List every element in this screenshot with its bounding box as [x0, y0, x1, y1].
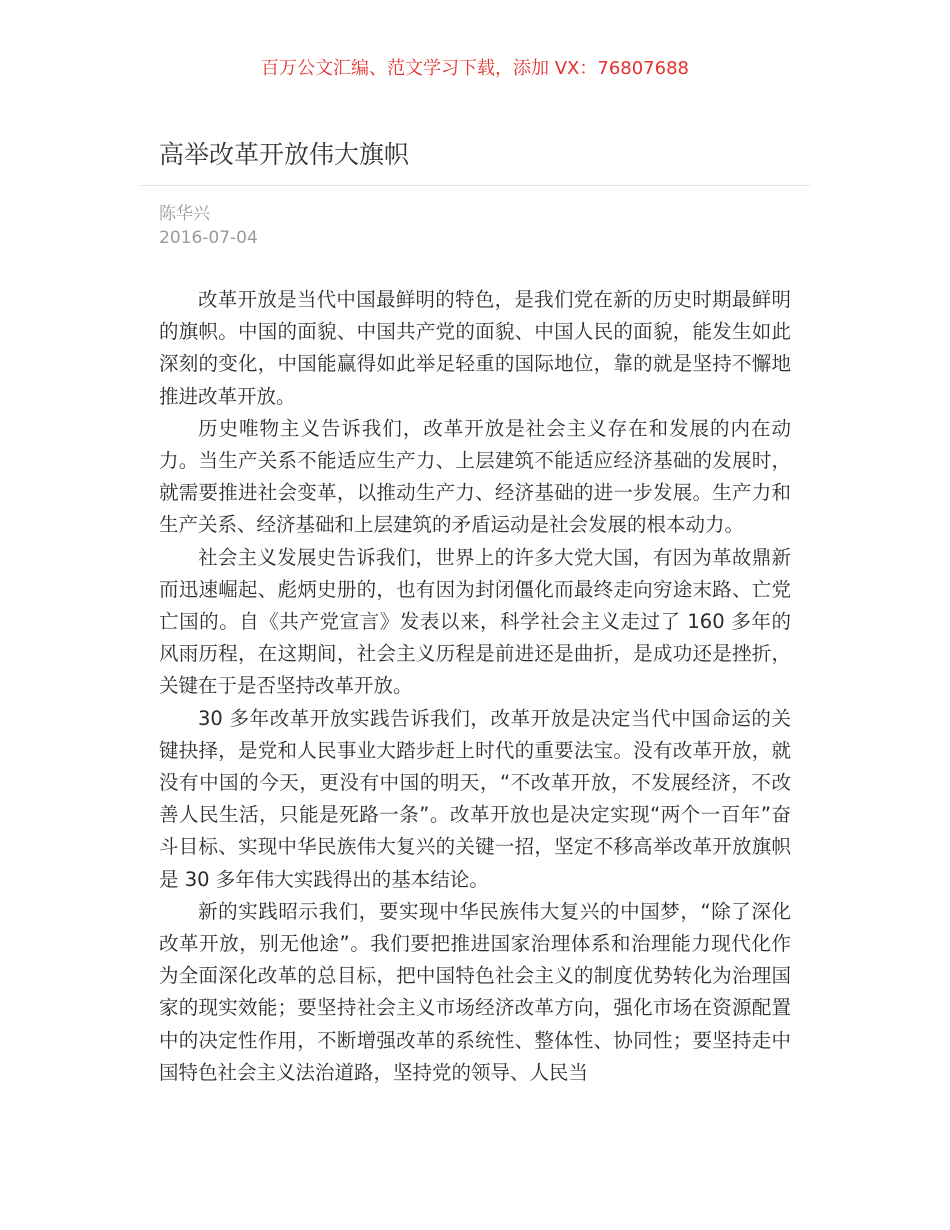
promo-banner: 百万公文汇编、范文学习下载，添加 VX：76807688 [261, 58, 689, 79]
article-meta [159, 202, 258, 250]
paragraph: 历史唯物主义告诉我们，改革开放是社会主义存在和发展的内在动力。当生产关系不能适应生产力、上层建筑不能适应经济基础的发展时，就需要推进社会变革，以推动生产力、经济基础的进一步发展。生产力和生产关系、经济基础和上层建筑的矛盾运动是社会发展的根本动力。 [159, 416, 791, 537]
article-body [159, 284, 791, 1089]
paragraph: 社会主义发展史告诉我们，世界上的许多大党大国，有因为革故鼎新而迅速崛起、彪炳史册的，也有因为封闭僵化而最终走向穷途末路、亡党亡国的。自《共产党宣言》发表以来，科学社会主义走过了 160 多年的风雨历程，在这期间，社会主义历程是前进还是曲折，是成功还是挫折，关键在于是否坚持改革开放。 [159, 545, 791, 698]
article-date: 2016-07-04 [159, 228, 258, 248]
article-title: 高举改革开放伟大旗帜 [159, 140, 410, 169]
title-divider [140, 185, 810, 186]
paragraph: 30 多年改革开放实践告诉我们，改革开放是决定当代中国命运的关键抉择，是党和人民事业大踏步赶上时代的重要法宝。没有改革开放，就没有中国的今天，更没有中国的明天，“不改革开放，不发展经济，不改善人民生活，只能是死路一条”。改革开放也是决定实现“两个一百年”奋斗目标、实现中华民族伟大复兴的关键一招，坚定不移高举改革开放旗帜是 30 多年伟大实践得出的基本结论。 [159, 706, 791, 891]
paragraph: 改革开放是当代中国最鲜明的特色，是我们党在新的历史时期最鲜明的旗帜。中国的面貌、中国共产党的面貌、中国人民的面貌，能发生如此深刻的变化，中国能赢得如此举足轻重的国际地位，靠的就是坚持不懈地推进改革开放。 [159, 288, 791, 408]
article-author: 陈华兴 [159, 204, 210, 224]
paragraph: 新的实践昭示我们，要实现中华民族伟大复兴的中国梦，“除了深化改革开放，别无他途”。我们要把推进国家治理体系和治理能力现代化作为全面深化改革的总目标，把中国特色社会主义的制度优势转化为治理国家的现实效能；要坚持社会主义市场经济改革方向，强化市场在资源配置中的决定性作用，不断增强改革的系统性、整体性、协同性；要坚持走中国特色社会主义法治道路，坚持党的领导、人民当 [159, 899, 791, 1084]
